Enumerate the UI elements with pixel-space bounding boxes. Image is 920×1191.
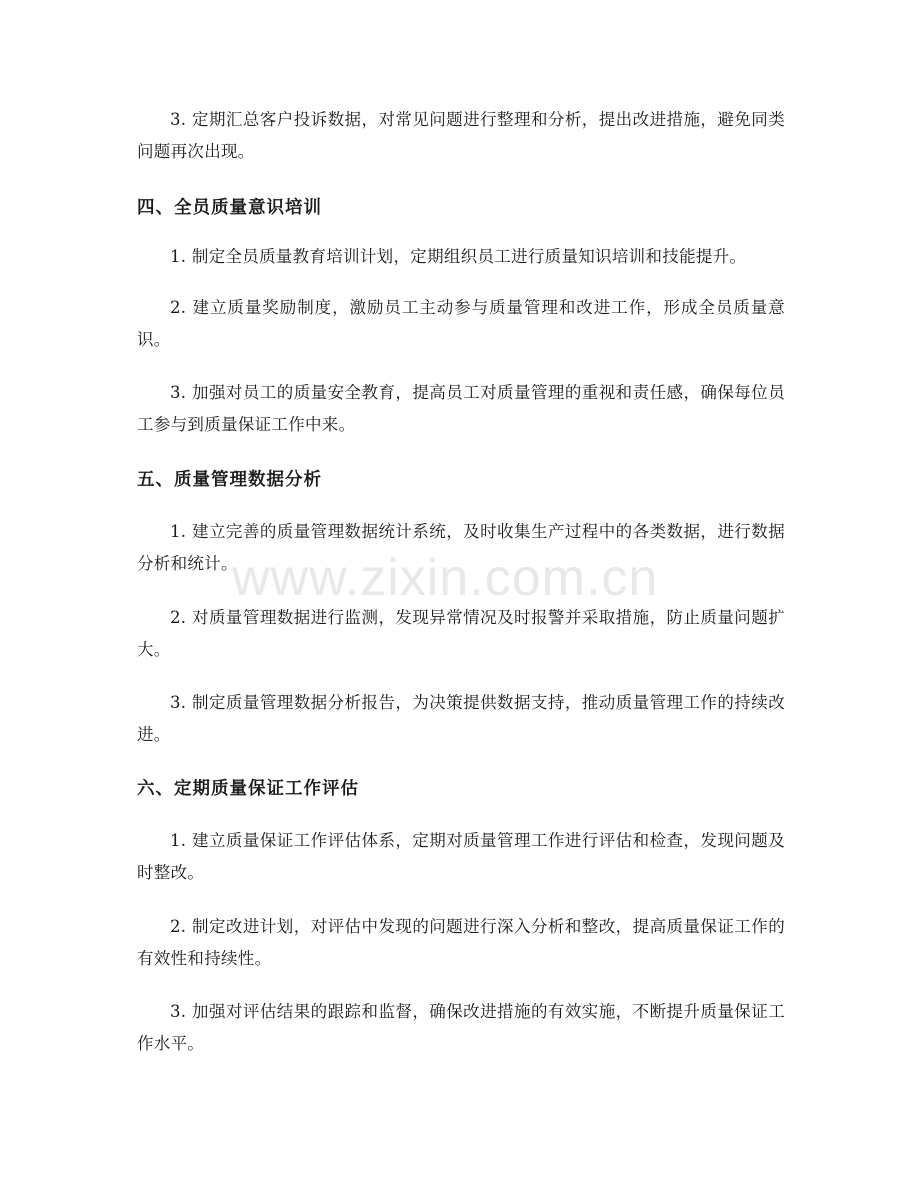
section6-heading: 六、定期质量保证工作评估 — [137, 779, 359, 799]
section5-heading: 五、质量管理数据分析 — [137, 470, 322, 490]
section4-item-2: 2. 建立质量奖励制度，激励员工主动参与质量管理和改进工作，形成全员质量意识。 — [137, 298, 785, 349]
section5-item-2: 2. 对质量管理数据进行监测，发现异常情况及时报警并采取措施，防止质量问题扩大。 — [137, 608, 785, 659]
section6-item-3: 3. 加强对评估结果的跟踪和监督，确保改进措施的有效实施，不断提升质量保证工作水平。 — [137, 1002, 785, 1053]
section6-item-2: 2. 制定改进计划，对评估中发现的问题进行深入分析和整改，提高质量保证工作的有效性和持续性。 — [137, 917, 785, 968]
section5-item-1: 1. 建立完善的质量管理数据统计系统，及时收集生产过程中的各类数据，进行数据分析和统计。 — [137, 522, 785, 573]
section3-item-3: 3. 定期汇总客户投诉数据，对常见问题进行整理和分析，提出改进措施，避免同类问题再次出现。 — [137, 110, 785, 161]
section4-heading: 四、全员质量意识培训 — [137, 198, 322, 218]
section4-item-1: 1. 制定全员质量教育培训计划，定期组织员工进行质量知识培训和技能提升。 — [170, 247, 747, 266]
section4-item-3: 3. 加强对员工的质量安全教育，提高员工对质量管理的重视和责任感，确保每位员工参与到质量保证工作中来。 — [137, 383, 785, 434]
site-watermark: www.zixin.com.cn — [232, 549, 659, 607]
section6-item-1: 1. 建立质量保证工作评估体系，定期对质量管理工作进行评估和检查，发现问题及时整改。 — [137, 831, 785, 882]
section5-item-3: 3. 制定质量管理数据分析报告，为决策提供数据支持，推动质量管理工作的持续改进。 — [137, 693, 785, 744]
